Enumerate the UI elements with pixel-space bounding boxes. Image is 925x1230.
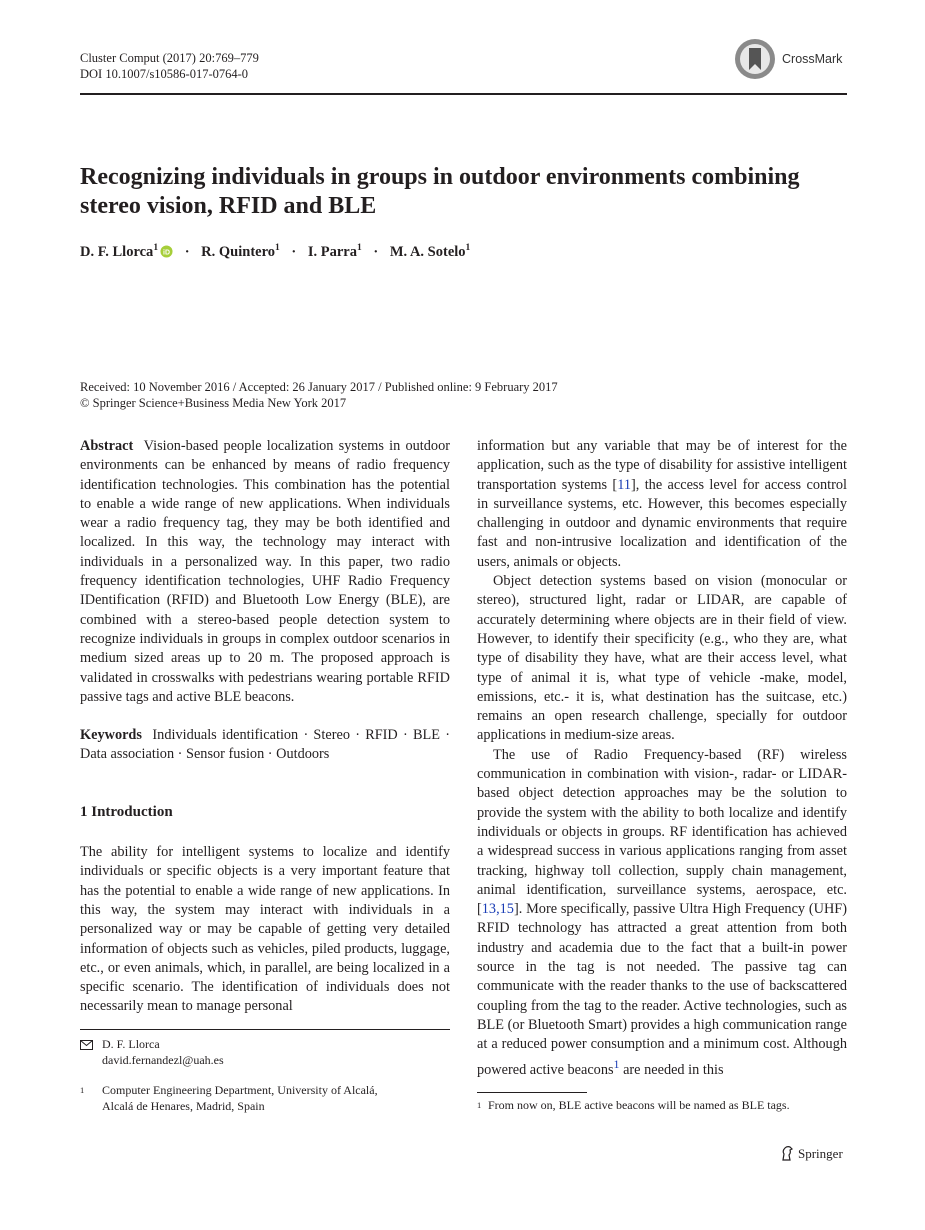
doi[interactable]: DOI 10.1007/s10586-017-0764-0 (80, 67, 249, 81)
crossmark-icon (734, 38, 776, 80)
correspondence-note (80, 1037, 224, 1068)
footnote-text: From now on, BLE active beacons will be named as BLE tags. (488, 1098, 790, 1112)
orcid-icon[interactable] (160, 245, 173, 258)
history-dates: Received: 10 November 2016 / Accepted: 26 January 2017 / Published online: 9 February 2017 (80, 380, 558, 394)
author-separator: · (184, 243, 190, 260)
footnote-ref[interactable]: 1 (613, 1056, 620, 1071)
intro-paragraph-1-continued (477, 437, 847, 572)
author-name[interactable]: D. F. Llorca (80, 243, 154, 260)
author-name[interactable]: I. Parra (307, 243, 357, 260)
publication-history (80, 379, 558, 411)
citation-link[interactable]: 13 (481, 901, 497, 918)
affiliation-number: 1 (80, 1085, 85, 1095)
text-span: are needed in this (619, 1061, 724, 1078)
abstract (80, 437, 450, 707)
citation-link[interactable]: 11 (617, 476, 631, 493)
svg-text:iD: iD (163, 249, 171, 257)
abstract-text: Vision-based people localization systems in outdoor environments can be enhanced by means of radio frequency identification technologies. This combination has the potential to enable a wide range of new applications. When individuals wear a radio frequency tag, they may be both identified and localized. In this way, the technology may interact with individuals in a personalized way. In this paper, two radio frequency identification technologies, UHF Radio Frequency IDentification (RFID) and Bluetooth Low Energy (BLE), are combined with a stereo-based people detection system to recognize individuals in groups in complex outdoor scenarios in medium sized areas up to 20 m. The proposed approach is validated in crosswalks with pedestrians wearing portable RFID passive tags and active BLE beacons. (80, 438, 450, 705)
intro-paragraph-2: Object detection systems based on vision (monocular or stereo), structured light, radar or LIDAR, are capable of accurately determining where objects are in their field of view. However, to identify their specificity (e.g., who they are, what type of disability they have, what are their access level, what type of animal it is, what type of vehicle -make, model, emissions, etc.- it is, what destination has the suitcase, etc.) remains an open research challenge, specially for outdoor applications in medium-size areas. (477, 573, 847, 744)
author-separator: · (373, 243, 379, 260)
springer-horse-icon (780, 1145, 794, 1161)
citation-separator: , (496, 901, 500, 918)
affiliation-line: Computer Engineering Department, University of Alcalá, (102, 1083, 378, 1097)
author-list (80, 243, 470, 261)
author-affil: 1 (465, 243, 471, 253)
right-column (477, 437, 847, 1080)
crossmark-label: CrossMark (782, 52, 843, 66)
author-affil: 1 (356, 243, 362, 253)
correspondence-name: D. F. Llorca (102, 1037, 160, 1051)
affiliation-line: Alcalá de Henares, Madrid, Spain (102, 1098, 265, 1113)
text-span: The use of Radio Frequency-based (RF) wireless communication in combination with vision-, radar- or LIDAR-based object detection approaches may be the solution to provide the system with the ability to both localize and identify individuals or objects in groups. RF identification has achieved a widespread success in various applications ranging from asset tracking, highway toll collection, supply chain management, animal identification, surveillance systems, aerospace, etc. [ (477, 746, 847, 918)
intro-paragraph-1: The ability for intelligent systems to localize and identify individuals or specific objects is a very important feature that has the potential to enable a wide range of new applications. In this way, the system may interact with individuals in a personalized way or may be capable of getting very detailed information of objects such as vehicles, piled products, luggage, etc., or even animals, which, in parallel, are being localized in a specific scenario. The identification of individuals does not necessarily mean to manage personal (80, 844, 450, 1015)
keywords (80, 726, 450, 765)
citation-link[interactable]: 15 (499, 901, 514, 918)
author-affil: 1 (153, 243, 159, 253)
journal-citation: Cluster Comput (2017) 20:769–779 (80, 51, 259, 65)
author-separator: · (291, 243, 297, 260)
left-column (80, 437, 450, 1017)
publisher-name: Springer (798, 1146, 843, 1161)
keywords-label: Keywords (80, 727, 142, 744)
keywords-text: Individuals identification · Stereo · RFID · BLE · Data association · Sensor fusion · Outdoors (80, 727, 450, 763)
author-affil: 1 (275, 243, 280, 253)
text-span: information but any variable that may be of interest for the application, such as the type of disability for assistive intelligent transportation systems [ (477, 438, 847, 493)
crossmark-badge[interactable] (734, 38, 854, 82)
footnote-1 (477, 1098, 790, 1114)
affiliation-note (80, 1083, 378, 1114)
envelope-icon (80, 1040, 93, 1050)
correspondence-email[interactable]: david.fernandezl@uah.es (102, 1052, 224, 1067)
journal-info (80, 50, 259, 82)
author-name[interactable]: M. A. Sotelo (389, 243, 466, 260)
intro-paragraph-3 (477, 746, 847, 1080)
footnote-divider (477, 1092, 587, 1093)
publisher-logo (780, 1145, 843, 1162)
copyright: © Springer Science+Business Media New York 2017 (80, 396, 347, 410)
footnote-divider (80, 1029, 450, 1030)
text-span: ], the access level for access control in surveillance systems, etc. However, this becomes especially challenging in outdoor and dynamic environments that require fast and non-intrusive localization and identification of the users, animals or objects. (477, 476, 847, 570)
text-span: ]. More specifically, passive Ultra High Frequency (UHF) RFID technology has attracted a great attention from both industry and academia due to the fact that a built-in power source in the tag is not needed. The passive tag can communicate with the reader thanks to the use of backscattered coupling from the tag to the reader. Active technologies, such as BLE (or Bluetooth Smart) provides a high communication range at a reduced power consumption and a minimum cost. Although powered active beacons (477, 901, 847, 1078)
paper-title: Recognizing individuals in groups in outdoor environments combining stereo vision, RFID and BLE (80, 164, 800, 219)
author-name[interactable]: R. Quintero (201, 243, 276, 260)
header-divider (80, 93, 847, 95)
section-heading-introduction: 1 Introduction (80, 803, 173, 820)
footnote-number: 1 (477, 1100, 482, 1110)
abstract-label: Abstract (80, 438, 134, 454)
